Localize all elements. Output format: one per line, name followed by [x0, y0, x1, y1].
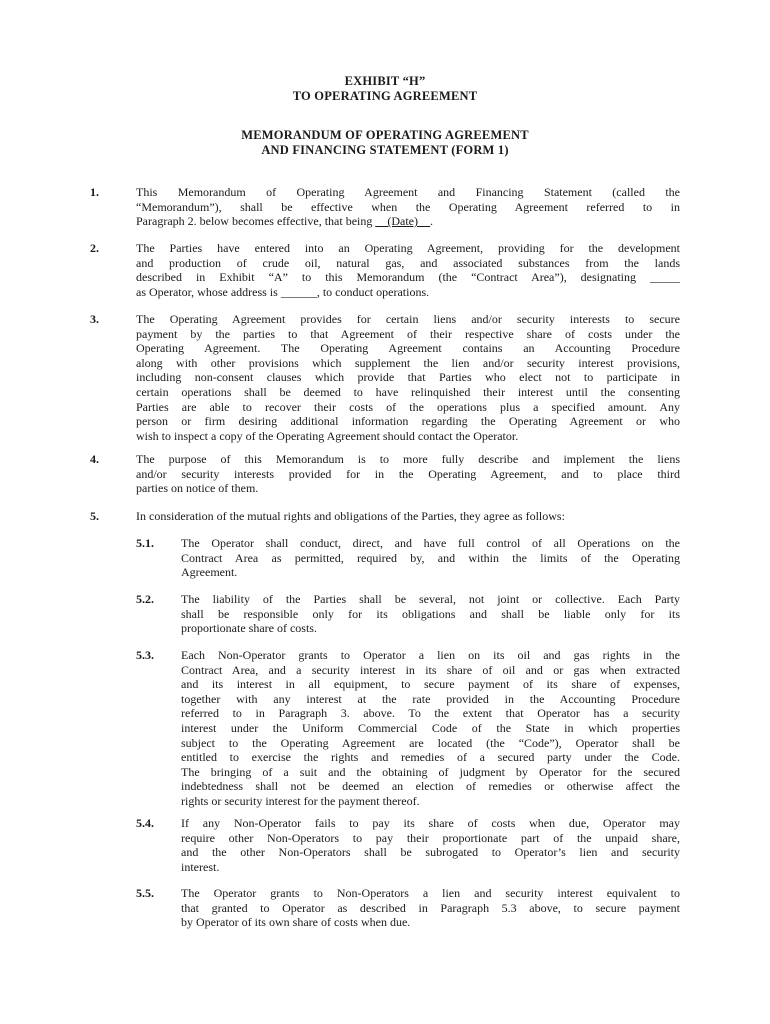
text-line: and/or security interests provided for in the Operating Agreement, and to place third	[136, 466, 680, 481]
memorandum-heading	[0, 128, 770, 157]
paragraph-number: 3.	[90, 312, 99, 326]
paragraph-number: 5.	[90, 509, 99, 523]
text-line: by Operator of its own share of costs when due.	[181, 915, 411, 930]
text-line: parties on notice of them.	[136, 481, 259, 496]
memorandum-title: MEMORANDUM OF OPERATING AGREEMENT	[241, 128, 529, 142]
paragraph-number: 4.	[90, 452, 99, 466]
text-line: and production of crude oil, natural gas, and associated substances from the lands	[136, 255, 680, 270]
text-line: proportionate share of costs.	[181, 621, 317, 636]
text-line: indebtedness shall not be deemed an election of remedies or otherwise affect the	[181, 779, 680, 794]
text-line: as Operator, whose address is ______, to conduct operations.	[136, 284, 430, 299]
text-line: entitled to exercise the rights and remedies of a secured party under the Code.	[181, 750, 680, 765]
text-line: along with other provisions which supplement the lien and/or security interest provisions,	[136, 355, 680, 370]
text-line: including non-consent clauses which provide that Parties who elect not to participate in	[136, 370, 680, 385]
text-line	[136, 214, 680, 229]
paragraph-text	[136, 241, 680, 299]
text-line: Agreement.	[181, 565, 238, 580]
text-line: The Operator grants to Non-Operators a lien and security interest equivalent to	[181, 886, 680, 900]
text-line: The liability of the Parties shall be several, not joint or collective. Each Party	[181, 592, 680, 606]
text-line: certain operations shall be deemed to have relinquished their interest until the consenting	[136, 384, 680, 399]
subparagraph-text	[181, 536, 680, 580]
text-line: that granted to Operator as described in Paragraph 5.3 above, to secure payment	[181, 900, 680, 915]
text-line: The Parties have entered into an Operating Agreement, providing for the development	[136, 241, 680, 255]
exhibit-heading	[0, 74, 770, 103]
text-line: wish to inspect a copy of the Operating Agreement should contact the Operator.	[136, 428, 519, 443]
memorandum-subtitle: AND FINANCING STATEMENT (FORM 1)	[261, 142, 509, 157]
exhibit-subtitle: TO OPERATING AGREEMENT	[292, 88, 478, 103]
text-line: rights or security interest for the payment thereof.	[181, 793, 420, 808]
text-line: and the other Non-Operators shall be subrogated to Operator’s lien and security	[181, 845, 680, 860]
exhibit-title: EXHIBIT “H”	[344, 74, 426, 88]
text-line: Contract Area, and a security interest in its share of oil and or gas when extracted	[181, 662, 680, 677]
text-line: person or firm desiring additional information regarding the Operating Agreement or who	[136, 414, 680, 429]
text-line: interest.	[181, 859, 220, 874]
subparagraph-number: 5.3.	[136, 648, 154, 662]
text-line: shall be responsible only for its obligations and shall be liable only for its	[181, 606, 680, 621]
text-fragment: .	[430, 214, 434, 229]
paragraph-text	[136, 452, 680, 496]
text-line: referred to in Paragraph 3. above. To the extent that Operator has a security	[181, 706, 680, 721]
date-blank: __(Date)__	[375, 214, 431, 229]
text-line: The Operator shall conduct, direct, and have full control of all Operations on the	[181, 536, 680, 550]
paragraph-text	[136, 509, 680, 524]
text-line: Each Non-Operator grants to Operator a lien on its oil and gas rights in the	[181, 648, 680, 662]
text-line: Operating Agreement. The Operating Agreement contains an Accounting Procedure	[136, 341, 680, 356]
subparagraph-text	[181, 592, 680, 636]
text-line: require other Non-Operators to pay their proportionate part of the unpaid share,	[181, 830, 680, 845]
text-line: Contract Area as permitted, required by, and within the limits of the Operating	[181, 550, 680, 565]
paragraph-number: 2.	[90, 241, 99, 255]
text-line: payment by the parties to that Agreement of their respective share of costs under the	[136, 326, 680, 341]
text-fragment: Paragraph 2. below becomes effective, that being	[136, 214, 376, 229]
subparagraph-text	[181, 886, 680, 930]
subparagraph-number: 5.5.	[136, 886, 154, 900]
text-line: and its interest in all equipment, to secure payment of its share of expenses,	[181, 677, 680, 692]
text-line: together with any interest at the rate provided in the Accounting Procedure	[181, 691, 680, 706]
text-line: In consideration of the mutual rights and obligations of the Parties, they agree as follows:	[136, 509, 565, 523]
text-line: The bringing of a suit and the obtaining of judgment by Operator for the secured	[181, 764, 680, 779]
subparagraph-text	[181, 816, 680, 874]
text-line: This Memorandum of Operating Agreement and Financing Statement (called the	[136, 185, 680, 199]
subparagraph-number: 5.1.	[136, 536, 154, 550]
paragraph-text	[136, 185, 680, 229]
text-line: The purpose of this Memorandum is to more fully describe and implement the liens	[136, 452, 680, 466]
subparagraph-number: 5.2.	[136, 592, 154, 606]
text-line: “Memorandum”), shall be effective when the Operating Agreement referred to in	[136, 199, 680, 214]
text-line: described in Exhibit “A” to this Memorandum (the “Contract Area”), designating _____	[136, 270, 680, 285]
text-line: If any Non-Operator fails to pay its share of costs when due, Operator may	[181, 816, 680, 830]
text-line: interest under the Uniform Commercial Code of the State in which properties	[181, 720, 680, 735]
paragraph-number: 1.	[90, 185, 99, 199]
text-line: Parties are able to recover their costs of the operations plus a specified amount. Any	[136, 399, 680, 414]
subparagraph-number: 5.4.	[136, 816, 154, 830]
subparagraph-text	[181, 648, 680, 809]
paragraph-text	[136, 312, 680, 443]
text-line: The Operating Agreement provides for certain liens and/or security interests to secure	[136, 312, 680, 326]
text-line: subject to the Operating Agreement are located (the “Code”), Operator shall be	[181, 735, 680, 750]
